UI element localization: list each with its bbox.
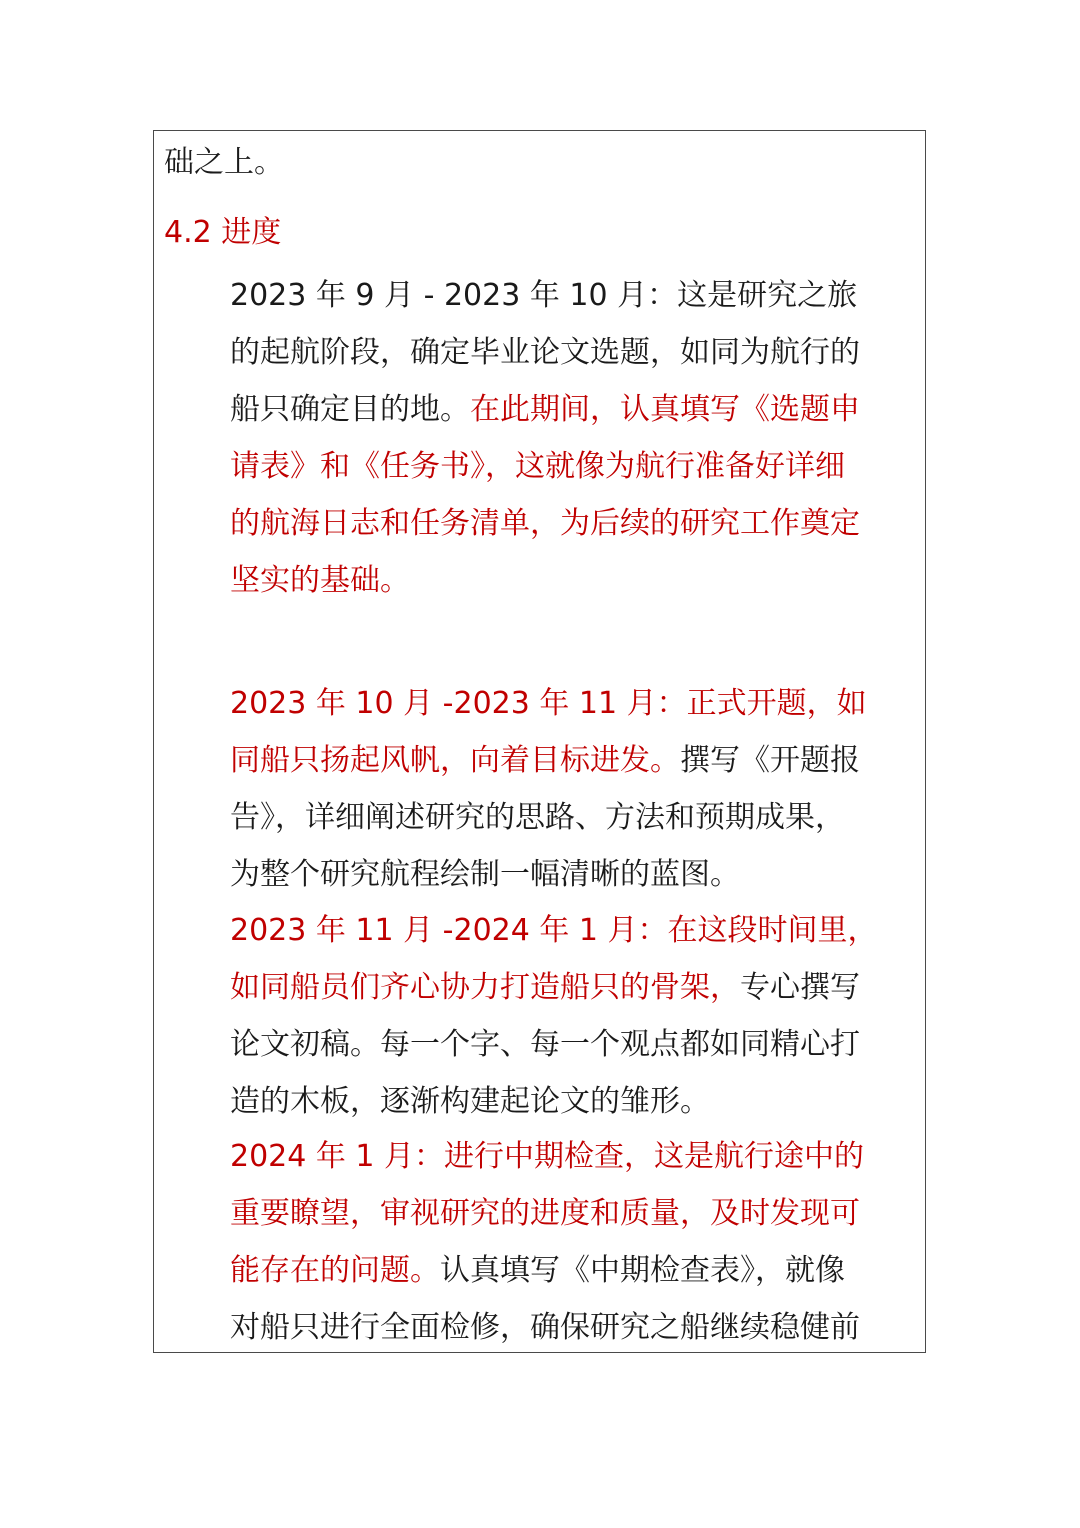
timeline-entry-2-line-2 [230, 741, 860, 781]
timeline-entry-4-line-2: 重要瞭望，审视研究的进度和质量，及时发现可 [230, 1196, 860, 1231]
timeline-entry-1-line-3-highlight: 在此期间，认真填写《选题申 [470, 392, 860, 427]
document-frame [153, 130, 926, 1353]
timeline-entry-2-line-2-plain: 撰写《开题报 [680, 743, 860, 778]
section-heading: 4.2 进度 [164, 215, 282, 250]
timeline-entry-1-line-1: 2023 年 9 月 - 2023 年 10 月：这是研究之旅 [230, 278, 858, 313]
timeline-entry-4-line-3-highlight: 能存在的问题。 [230, 1253, 440, 1288]
timeline-entry-1-line-3-plain: 船只确定目的地。 [230, 392, 470, 427]
timeline-entry-1-line-2: 的起航阶段，确定毕业论文选题，如同为航行的 [230, 335, 860, 370]
timeline-entry-2-line-1: 2023 年 10 月 -2023 年 11 月：正式开题，如 [230, 686, 867, 721]
timeline-entry-4-line-3-plain: 认真填写《中期检查表》，就像 [440, 1253, 845, 1288]
timeline-entry-4-line-1: 2024 年 1 月：进行中期检查，这是航行途中的 [230, 1139, 865, 1174]
timeline-entry-3-line-2-highlight: 如同船员们齐心协力打造船只的骨架， [230, 970, 740, 1005]
timeline-entry-3-line-4: 造的木板，逐渐构建起论文的雏形。 [230, 1084, 710, 1119]
timeline-entry-1-line-3 [230, 390, 860, 430]
timeline-entry-1-line-6: 坚实的基础。 [230, 563, 410, 598]
timeline-entry-4-line-4: 对船只进行全面检修，确保研究之船继续稳健前 [230, 1310, 860, 1345]
timeline-entry-3-line-2-plain: 专心撰写 [740, 970, 860, 1005]
timeline-entry-4-line-3 [230, 1251, 845, 1291]
timeline-entry-2-line-3: 告》，详细阐述研究的思路、方法和预期成果， [230, 800, 845, 835]
timeline-entry-3-line-2 [230, 968, 860, 1008]
timeline-entry-1-line-5: 的航海日志和任务清单，为后续的研究工作奠定 [230, 506, 860, 541]
timeline-entry-2-line-2-highlight: 同船只扬起风帆，向着目标进发。 [230, 743, 680, 778]
paragraph-continuation: 础之上。 [164, 145, 284, 180]
timeline-entry-2-line-4: 为整个研究航程绘制一幅清晰的蓝图。 [230, 857, 740, 892]
timeline-entry-1-line-4: 请表》和《任务书》，这就像为航行准备好详细 [230, 449, 845, 484]
timeline-entry-3-line-3: 论文初稿。每一个字、每一个观点都如同精心打 [230, 1027, 860, 1062]
timeline-entry-3-line-1: 2023 年 11 月 -2024 年 1 月：在这段时间里， [230, 913, 878, 948]
